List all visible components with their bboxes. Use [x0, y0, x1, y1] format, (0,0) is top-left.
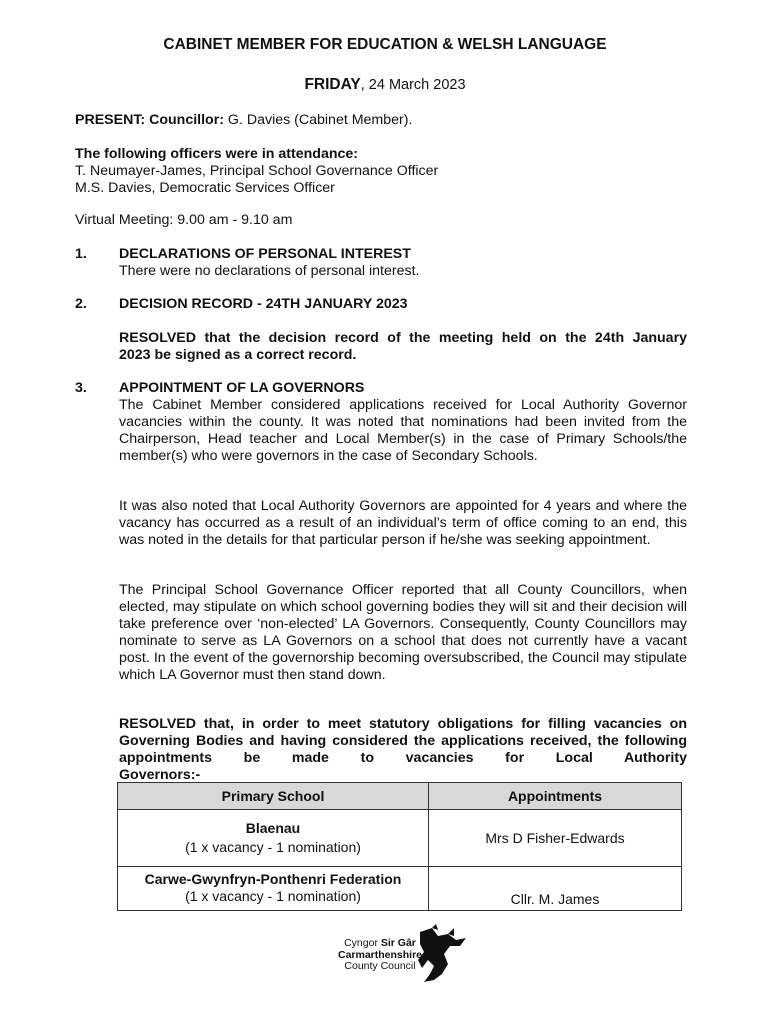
officer-1: T. Neumayer-James, Principal School Governance Officer — [75, 163, 439, 179]
logo-line-2: Carmarthenshire — [337, 948, 423, 961]
document-title: CABINET MEMBER FOR EDUCATION & WELSH LANGUAGE — [163, 36, 607, 53]
item-3-resolved-last: Governors:- — [119, 767, 201, 783]
header-primary-school: Primary School — [118, 783, 429, 810]
appointment-cell: Mrs D Fisher-Edwards — [429, 810, 682, 867]
item-3-resolved — [119, 716, 687, 784]
item-2-resolved-line-1: RESOLVED that the decision record of the meeting held on the 24th January — [119, 330, 687, 346]
item-1-text: There were no declarations of personal interest. — [119, 263, 420, 279]
item-1-number: 1. — [75, 246, 87, 262]
officers-block — [75, 146, 438, 197]
council-logo — [320, 924, 480, 984]
school-name: Carwe-Gwynfryn-Ponthenri Federation — [144, 871, 402, 887]
item-3-heading: APPOINTMENT OF LA GOVERNORS — [119, 380, 365, 396]
school-cell — [118, 810, 429, 867]
item-3-number: 3. — [75, 380, 87, 396]
item-2-resolved — [119, 330, 687, 364]
virtual-meeting: Virtual Meeting: 9.00 am - 9.10 am — [75, 212, 293, 228]
appointment-cell: Cllr. M. James — [429, 867, 682, 911]
item-3 — [119, 380, 687, 465]
present-line — [75, 112, 412, 129]
school-name: Blaenau — [245, 820, 301, 836]
item-1 — [119, 246, 687, 280]
school-vacancy: (1 x vacancy - 1 nomination) — [185, 839, 361, 855]
logo-line-3: County Council — [344, 960, 416, 972]
item-2-resolved-line-2: 2023 be signed as a correct record. — [119, 347, 357, 363]
present-label: PRESENT: Councillor: — [75, 112, 224, 128]
item-3-paragraph-2: It was also noted that Local Authority Governors are appointed for 4 years and where the vacancy has occurred as a result of an individual’s term of office coming to an end, this was noted in the details for that particular person if he/she was seeking appointment. — [119, 498, 687, 548]
table-row — [118, 810, 682, 867]
officers-heading: The following officers were in attendance: — [75, 146, 359, 162]
officer-2: M.S. Davies, Democratic Services Officer — [75, 180, 335, 196]
table-header-row — [118, 783, 682, 810]
header-appointments: Appointments — [429, 783, 682, 810]
meeting-day: FRIDAY — [304, 76, 361, 93]
item-2-heading: DECISION RECORD - 24TH JANUARY 2023 — [119, 296, 408, 312]
item-2-number: 2. — [75, 296, 87, 312]
present-text: G. Davies (Cabinet Member). — [223, 112, 413, 128]
item-3-paragraph-3: The Principal School Governance Officer reported that all County Councillors, when elected, may stipulate on which school governing bodies they will sit and their decision will take preference over ‘non-elected’ LA Governors. Consequently, County Councillors may nominate to serve as LA Governors on a school that does not currently have a vacant post. In the event of the governorship becoming oversubscribed, the Council may stipulate which LA Governor must then stand down. — [119, 582, 687, 683]
logo-line-1b: Sir Gâr — [380, 937, 416, 949]
dragon-icon — [320, 924, 480, 984]
school-vacancy: (1 x vacancy - 1 nomination) — [185, 888, 361, 904]
item-1-heading: DECLARATIONS OF PERSONAL INTEREST — [119, 246, 411, 262]
logo-line-1a: Cyngor — [344, 937, 381, 949]
table-row — [118, 867, 682, 911]
item-3-resolved-main: RESOLVED that, in order to meet statutory obligations for filling vacancies on Governing Bodies and having considered the applications received, the following appointments be made to vacancies for Local Authority — [119, 716, 687, 766]
school-cell — [118, 867, 429, 911]
meeting-date — [0, 76, 770, 94]
item-2 — [119, 296, 687, 313]
appointments-table — [117, 782, 682, 911]
item-3-paragraph-1: The Cabinet Member considered applications received for Local Authority Governor vacancies within the county. It was noted that nominations had been invited from the Chairperson, Head teacher and Local Member(s) in the case of Primary Schools/the member(s) who were governors in the case of Secondary Schools. — [119, 397, 687, 464]
meeting-date-text: , 24 March 2023 — [360, 77, 466, 93]
